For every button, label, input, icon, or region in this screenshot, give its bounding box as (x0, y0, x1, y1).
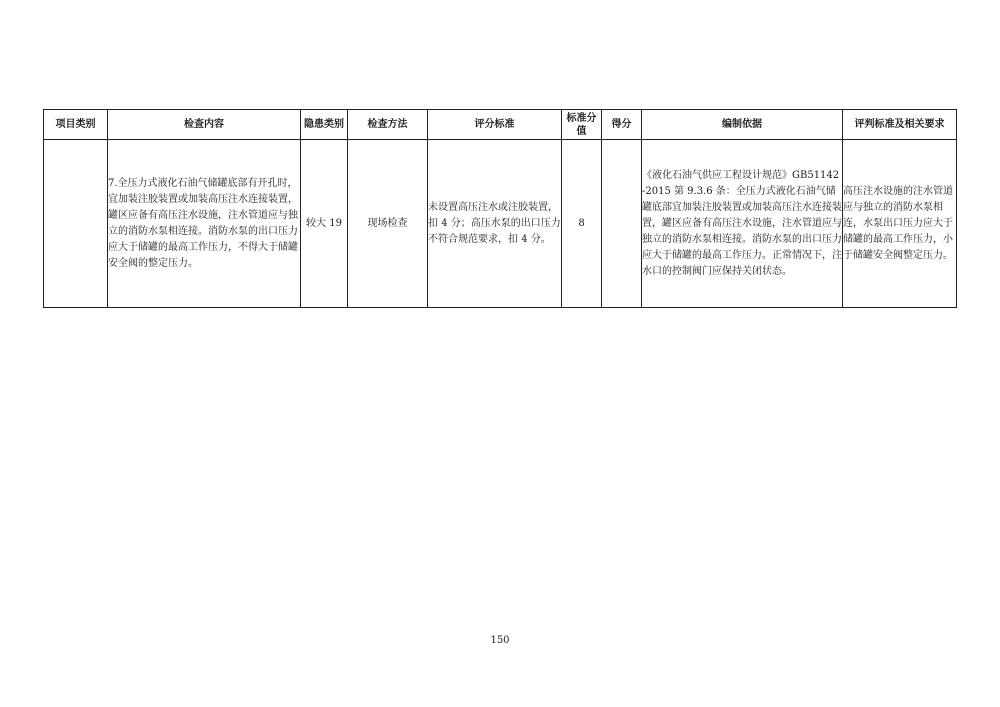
cell-scoring: 未设置高压注水或注胶装置，扣 4 分；高压水泵的出口压力不符合规范要求，扣 4 分。 (428, 140, 562, 308)
header-judgment: 评判标准及相关要求 (843, 110, 957, 140)
table-row (44, 140, 957, 308)
inspection-table (43, 109, 957, 308)
table-header (44, 110, 957, 140)
cell-standard-score: 8 (562, 140, 602, 308)
header-row (44, 110, 957, 140)
cell-judgment: 高压注水设施的注水管道应与独立的消防水泵相连，水泵出口压力应大于储罐的最高工作压力，小于储罐安全阀整定压力。 (843, 140, 957, 308)
cell-category (44, 140, 108, 308)
cell-hazard-type: 较大 19 (301, 140, 348, 308)
page-number: 150 (490, 635, 510, 646)
cell-score (602, 140, 642, 308)
cell-content: 7.全压力式液化石油气储罐底部有开孔时，宜加装注胶装置或加装高压注水连接装置，罐区应备有高压注水设施，注水管道应与独立的消防水泵相连接。消防水泵的出口压力应大于储罐的最高工作压力，不得大于储罐安全阀的整定压力。 (108, 140, 301, 308)
header-score: 得分 (602, 110, 642, 140)
cell-basis: 《液化石油气供应工程设计规范》GB51142-2015 第 9.3.6 条：全压力式液化石油气储罐底部宜加装注胶装置或加装高压注水连接装置，罐区应备有高压注水设施，注水管道应与独立的消防水泵相连接。消防水泵的出口压力应大于储罐的最高工作压力。正常情况下，注水口的控制阀门应保持关闭状态。 (642, 140, 843, 308)
header-category: 项目类别 (44, 110, 108, 140)
header-standard-score: 标准分值 (562, 110, 602, 140)
header-basis: 编制依据 (642, 110, 843, 140)
header-content: 检查内容 (108, 110, 301, 140)
header-method: 检查方法 (348, 110, 428, 140)
header-scoring: 评分标准 (428, 110, 562, 140)
table-body (44, 140, 957, 308)
header-hazard-type: 隐患类别 (301, 110, 348, 140)
cell-method: 现场检查 (348, 140, 428, 308)
